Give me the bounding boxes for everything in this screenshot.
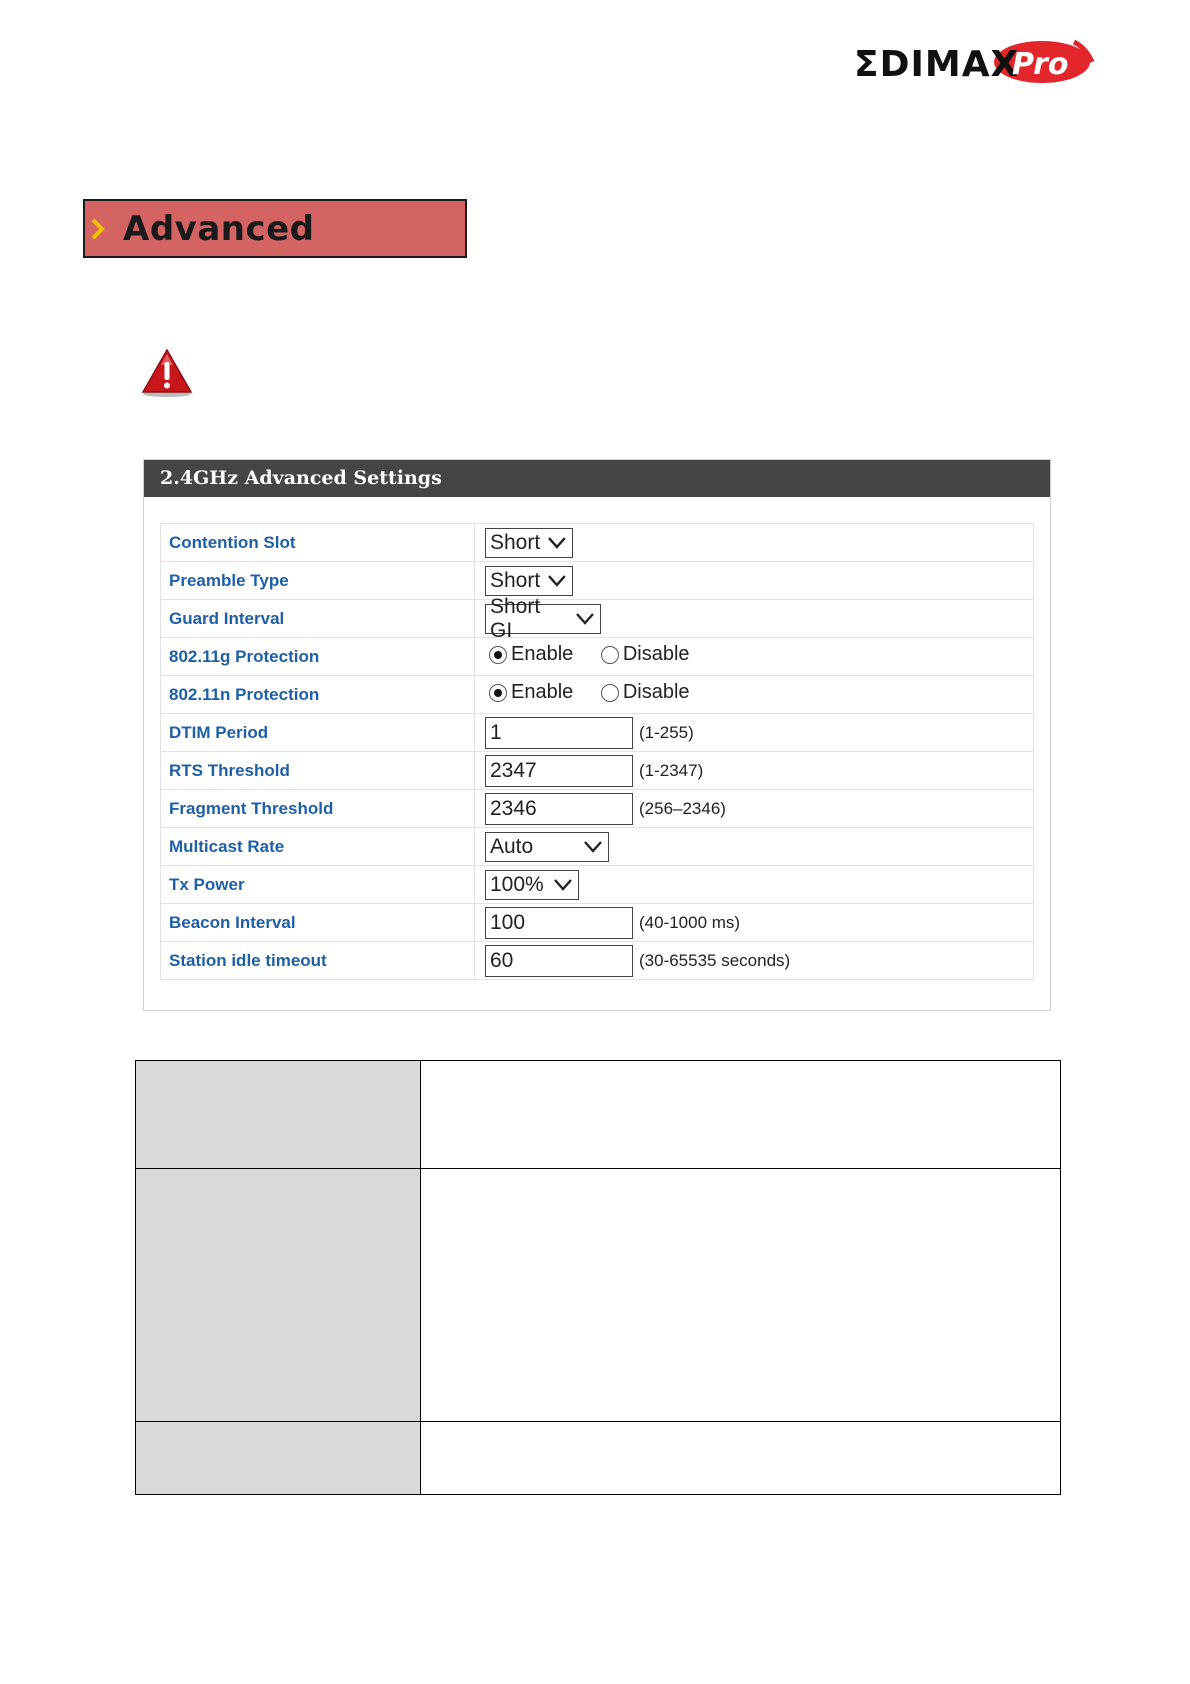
chevron-down-icon	[548, 575, 566, 587]
warning-triangle-icon	[140, 348, 194, 398]
fragment-threshold-input[interactable]: 2346	[485, 793, 633, 825]
multicast-rate-label: Multicast Rate	[161, 828, 475, 866]
tx-power-select[interactable]	[485, 870, 579, 900]
80211g-protection-label: 802.11g Protection	[161, 638, 475, 676]
80211n-disable-label: Disable	[622, 681, 690, 704]
beacon-interval-label: Beacon Interval	[161, 904, 475, 942]
multicast-rate-select[interactable]	[485, 832, 609, 862]
chevron-down-icon	[554, 879, 572, 891]
row-beacon-interval	[161, 904, 1034, 942]
chevron-down-icon	[548, 537, 566, 549]
svg-text:Pro: Pro	[1012, 47, 1069, 82]
row-multicast-rate	[161, 828, 1034, 866]
description-text-cell	[421, 1422, 1061, 1495]
dtim-period-range: (1-255)	[639, 722, 694, 742]
fragment-threshold-range: (256–2346)	[639, 798, 726, 818]
contention-slot-value: Short	[490, 530, 541, 554]
row-rts-threshold	[161, 752, 1034, 790]
contention-slot-label: Contention Slot	[161, 524, 475, 562]
chevron-down-icon	[584, 841, 602, 853]
80211g-disable-radio[interactable]	[601, 643, 690, 666]
row-80211g-protection	[161, 638, 1034, 676]
radio-selected-icon	[489, 646, 507, 664]
radio-selected-icon	[489, 684, 507, 702]
description-key-cell	[136, 1422, 421, 1495]
tx-power-value: 100%	[490, 872, 544, 896]
station-idle-timeout-label: Station idle timeout	[161, 942, 475, 980]
advanced-settings-panel	[143, 459, 1051, 1011]
description-key-cell	[136, 1169, 421, 1422]
tx-power-label: Tx Power	[161, 866, 475, 904]
edimax-pro-logo	[842, 34, 1100, 90]
contention-slot-select[interactable]	[485, 528, 573, 558]
dtim-period-input[interactable]: 1	[485, 717, 633, 749]
svg-text:ΣDIMAX: ΣDIMAX	[854, 44, 1020, 85]
preamble-type-label: Preamble Type	[161, 562, 475, 600]
beacon-interval-input[interactable]: 100	[485, 907, 633, 939]
row-guard-interval	[161, 600, 1034, 638]
radio-unselected-icon	[601, 646, 619, 664]
row-fragment-threshold	[161, 790, 1034, 828]
description-row	[136, 1422, 1061, 1495]
settings-table	[160, 523, 1034, 980]
chevron-right-icon	[91, 218, 105, 240]
80211n-enable-label: Enable	[511, 681, 574, 704]
description-row	[136, 1169, 1061, 1422]
guard-interval-label: Guard Interval	[161, 600, 475, 638]
station-idle-timeout-input[interactable]: 60	[485, 945, 633, 977]
guard-interval-select[interactable]	[485, 594, 601, 642]
80211n-protection-label: 802.11n Protection	[161, 676, 475, 714]
radio-unselected-icon	[601, 684, 619, 702]
row-80211n-protection	[161, 676, 1034, 714]
station-idle-timeout-range: (30-65535 seconds)	[639, 950, 791, 970]
multicast-rate-value: Auto	[490, 834, 534, 858]
rts-threshold-range: (1-2347)	[639, 760, 704, 780]
rts-threshold-label: RTS Threshold	[161, 752, 475, 790]
chevron-down-icon	[576, 613, 594, 625]
fragment-threshold-label: Fragment Threshold	[161, 790, 475, 828]
preamble-type-value: Short	[490, 568, 541, 592]
dtim-period-label: DTIM Period	[161, 714, 475, 752]
description-text-cell	[421, 1061, 1061, 1169]
80211g-enable-radio[interactable]	[489, 643, 573, 666]
guard-interval-value: Short GI	[490, 594, 541, 642]
80211n-disable-radio[interactable]	[601, 681, 690, 704]
section-header	[83, 199, 467, 258]
row-tx-power	[161, 866, 1034, 904]
preamble-type-select[interactable]	[485, 566, 573, 596]
row-preamble-type	[161, 562, 1034, 600]
80211g-enable-label: Enable	[511, 643, 574, 666]
row-contention-slot	[161, 524, 1034, 562]
description-table	[135, 1060, 1061, 1495]
80211n-enable-radio[interactable]	[489, 681, 573, 704]
80211g-disable-label: Disable	[622, 643, 690, 666]
description-key-cell	[136, 1061, 421, 1169]
rts-threshold-input[interactable]: 2347	[485, 755, 633, 787]
description-row	[136, 1061, 1061, 1169]
section-title: Advanced	[123, 208, 315, 249]
panel-title: 2.4GHz Advanced Settings	[144, 460, 1050, 497]
row-dtim-period	[161, 714, 1034, 752]
description-text-cell	[421, 1169, 1061, 1422]
row-station-idle-timeout	[161, 942, 1034, 980]
beacon-interval-range: (40-1000 ms)	[639, 912, 741, 932]
